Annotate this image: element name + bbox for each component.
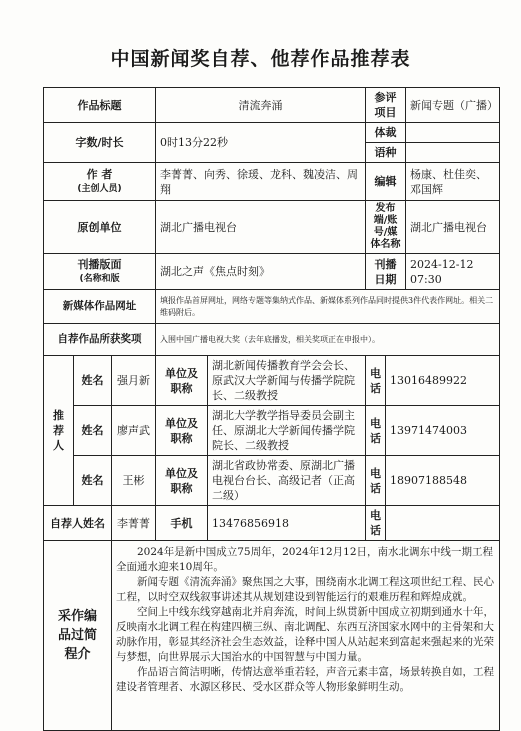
recommender-row [44, 456, 500, 506]
label-intro: 采作编品过简程介 [44, 541, 112, 731]
recommender-phone: 13016489922 [386, 356, 500, 406]
intro-paragraph: 作品语言简洁明晰，传情达意举重若轻，声音元素丰富，场景转换自如，工程建设者管理者、水源区移民、受水区群众等人物形象鲜明生动。 [116, 666, 494, 693]
label-publisher: 发布端/账号/媒体名称 [366, 201, 406, 254]
self-mobile-value: 13476856918 [208, 506, 366, 541]
recommender-name: 强月新 [112, 356, 156, 406]
label-unit-title: 单位及职称 [156, 456, 208, 506]
label-self-phone: 电话 [366, 506, 386, 541]
label-length: 字数/时长 [44, 123, 156, 163]
label-editor: 编辑 [366, 163, 406, 201]
label-unit-title: 单位及职称 [156, 356, 208, 406]
label-awards: 自荐作品所获奖项 [44, 324, 156, 356]
page-value: 湖北之声《焦点时刻》 [156, 254, 366, 290]
row-url [44, 290, 500, 324]
intro-paragraph: 空间上中线东线穿越南北并肩奔流，时间上纵贯新中国成立初期到通水十年，反映南水北调工程在构建四横三纵、南北调配、东西互济国家水网中的主骨架和大动脉作用，彰显其经济社会生态效益，诠释中国人从站起来到富起来强起来的光荣与梦想，向世界展示大国治水的中国智慧与中国力量。 [116, 606, 494, 663]
row-self-recommender [44, 506, 500, 541]
publisher-value: 湖北广播电视台 [406, 201, 500, 254]
genre-value [406, 123, 500, 143]
label-unit-title: 单位及职称 [156, 406, 208, 456]
editors-value: 杨康、杜佳奕、邓国辉 [406, 163, 500, 201]
recommendation-form-table [43, 87, 500, 731]
row-intro [44, 541, 500, 731]
authors-value: 李菁菁、向秀、徐瑗、龙科、魏凌洁、周翔 [156, 163, 366, 201]
self-recommender-name: 李菁菁 [112, 506, 156, 541]
category-value: 新闻专题（广播） [406, 88, 500, 123]
row-length [44, 123, 500, 143]
length-value: 0时13分22秒 [156, 123, 366, 163]
row-page [44, 254, 500, 290]
label-author: 作 者 (主创人员) [44, 163, 156, 201]
unit-value: 湖北广播电视台 [156, 201, 366, 254]
label-url: 新媒体作品网址 [44, 290, 156, 324]
label-phone: 电话 [366, 456, 386, 506]
recommender-title: 湖北大学教学指导委员会副主任、原湖北大学新闻传播学院院长、二级教授 [208, 406, 366, 456]
label-category: 参评 项目 [366, 88, 406, 123]
label-language: 语种 [366, 143, 406, 163]
label-mobile: 手机 [156, 506, 208, 541]
intro-paragraph: 新闻专题《清流奔涌》聚焦国之大事，围绕南水北调工程这项世纪工程、民心工程，以时空双线叙事讲述其从规划建设到智能运行的艰难历程和辉煌成就。 [116, 576, 494, 603]
label-recommenders: 推荐人 [44, 356, 74, 506]
row-authors [44, 163, 500, 201]
recommender-phone: 13971474003 [386, 406, 500, 456]
recommender-row [44, 406, 500, 456]
intro-paragraph: 2024年是新中国成立75周年，2024年12月12日，南水北调东中线一期工程全面通水迎来10周年。 [116, 546, 494, 573]
row-unit [44, 201, 500, 254]
row-work-title [44, 88, 500, 123]
label-date: 刊播 日期 [366, 254, 406, 290]
label-name: 姓名 [74, 356, 112, 406]
recommender-name: 廖声武 [112, 406, 156, 456]
label-unit: 原创单位 [44, 201, 156, 254]
recommender-title: 湖北新闻传播教育学会会长、原武汉大学新闻与传播学院院长、二级教授 [208, 356, 366, 406]
work-title-value: 清流奔涌 [156, 88, 366, 123]
self-phone-value [386, 506, 500, 541]
date-value: 2024-12-12 07:30 [406, 254, 500, 290]
intro-text [112, 541, 500, 731]
url-value: 填报作品首屏网址，网络专题等集纳式作品、新媒体系列作品同时提供3件代表作网址。相关二维码附后。 [156, 290, 500, 324]
label-page: 刊播版面 (名称和版 [44, 254, 156, 290]
label-genre: 体裁 [366, 123, 406, 143]
row-awards [44, 324, 500, 356]
awards-value: 入围中国广播电视大奖（去年底播发，相关奖项正在申报中）。 [156, 324, 500, 356]
recommender-name: 王彬 [112, 456, 156, 506]
label-phone: 电话 [366, 356, 386, 406]
recommender-title: 湖北省政协常委、原湖北广播电视台台长、高级记者（正高二级） [208, 456, 366, 506]
label-name: 姓名 [74, 406, 112, 456]
recommender-phone: 18907188548 [386, 456, 500, 506]
language-value [406, 143, 500, 163]
label-self-recommender: 自荐人姓名 [44, 506, 112, 541]
label-phone: 电话 [366, 406, 386, 456]
recommender-row [44, 356, 500, 406]
label-name: 姓名 [74, 456, 112, 506]
form-title: 中国新闻奖自荐、他荐作品推荐表 [110, 48, 411, 70]
label-work-title: 作品标题 [44, 88, 156, 123]
